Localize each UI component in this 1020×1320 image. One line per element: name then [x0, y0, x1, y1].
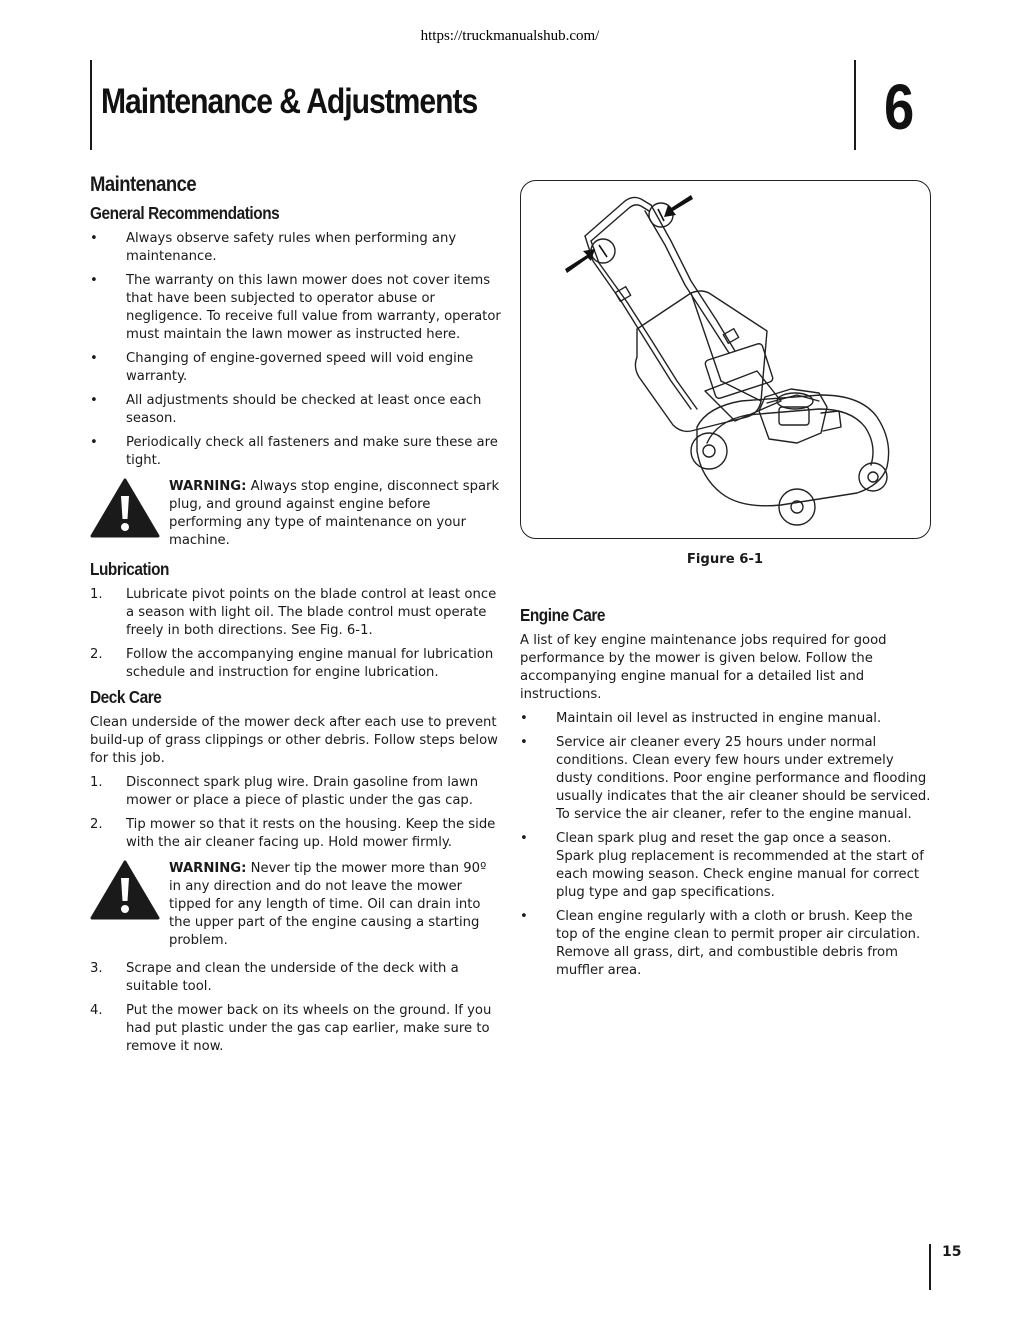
- figure-6-1-mower-illustration: [520, 180, 931, 539]
- list-item: [90, 230, 502, 266]
- engine-care-list: [520, 710, 932, 980]
- list-item: [520, 710, 932, 728]
- lubrication-heading: Lubrication: [90, 559, 170, 579]
- engine-care-intro: A list of key engine maintenance jobs required for good performance by the mower is given below. Follow the accompanying engine manual for a detailed list and instructions.: [520, 633, 887, 702]
- title-left-rule: [90, 60, 92, 150]
- list-item-text: Lubricate pivot points on the blade control at least once a season with light oil. The blade control must operate freely in both directions. See Fig. 6-1.: [126, 587, 497, 638]
- chapter-title: Maintenance & Adjustments: [101, 82, 478, 121]
- list-item-text: Changing of engine-governed speed will void engine warranty.: [126, 351, 474, 384]
- general-recommendations-heading: General Recommendations: [90, 203, 280, 223]
- bullet: •: [520, 711, 528, 726]
- bullet: •: [520, 909, 528, 924]
- list-item-text: Service air cleaner every 25 hours under normal conditions. Clean every few hours under extremely dusty conditions. Poor engine performance and flooding usually indicates that the air cleaner should be serviced. To service the air cleaner, refer to the engine manual.: [556, 735, 931, 822]
- list-item-text: Disconnect spark plug wire. Drain gasoline from lawn mower or place a piece of plastic under the gas cap.: [126, 775, 479, 808]
- list-item: [90, 646, 502, 682]
- bullet: •: [90, 273, 98, 288]
- bullet: •: [520, 831, 528, 846]
- bullet: •: [90, 435, 98, 450]
- engine-care-heading: Engine Care: [520, 605, 606, 625]
- deck-care-steps-a: [90, 774, 502, 852]
- bullet: •: [90, 231, 98, 246]
- list-item: [90, 272, 502, 344]
- right-column: [520, 606, 932, 986]
- list-item-text: Scrape and clean the underside of the deck with a suitable tool.: [126, 961, 459, 994]
- item-number: 1.: [90, 775, 103, 790]
- warning-text: Always stop engine, disconnect spark plug, and ground against engine before performing any type of maintenance on your machine.: [169, 479, 500, 548]
- chapter-number-rule: [854, 60, 856, 150]
- list-item: [520, 908, 932, 980]
- list-item-text: Always observe safety rules when performing any maintenance.: [126, 231, 457, 264]
- warning-block-tipping: [90, 860, 502, 950]
- lawn-mower-illustration: [521, 181, 930, 538]
- list-item-text: Follow the accompanying engine manual for lubrication schedule and instruction for engine lubrication.: [126, 647, 494, 680]
- warning-triangle-icon: [90, 860, 160, 920]
- source-url[interactable]: https://truckmanualshub.com/: [420, 28, 600, 44]
- list-item: [90, 1002, 502, 1056]
- item-number: 1.: [90, 587, 103, 602]
- warning-label: WARNING:: [169, 479, 247, 494]
- deck-care-heading: Deck Care: [90, 687, 162, 707]
- figure-caption: Figure 6-1: [686, 552, 764, 567]
- list-item-text: Clean spark plug and reset the gap once a season. Spark plug replacement is recommended at the start of each mowing season. Check engine manual for correct plug type and gap specifications.: [556, 831, 924, 900]
- list-item: [90, 392, 502, 428]
- deck-care-steps-b: [90, 960, 502, 1056]
- list-item-text: All adjustments should be checked at least once each season.: [126, 393, 482, 426]
- item-number: 2.: [90, 647, 103, 662]
- deck-care-intro: Clean underside of the mower deck after each use to prevent build-up of grass clippings or other debris. Follow steps below for this job.: [90, 715, 498, 766]
- list-item-text: Put the mower back on its wheels on the ground. If you had put plastic under the gas cap earlier, make sure to remove it now.: [126, 1003, 492, 1054]
- bullet: •: [520, 735, 528, 750]
- warning-text: Never tip the mower more than 90º in any direction and do not leave the mower tipped for any length of time. Oil can drain into the upper part of the engine causing a starting problem.: [169, 861, 487, 948]
- item-number: 3.: [90, 961, 103, 976]
- list-item: [90, 960, 502, 996]
- list-item-text: Clean engine regularly with a cloth or brush. Keep the top of the engine clean to permit proper air circulation. Remove all grass, dirt, and combustible debris from muffler area.: [556, 909, 921, 978]
- bullet: •: [90, 393, 98, 408]
- item-number: 4.: [90, 1003, 103, 1018]
- warning-block-maintenance: [90, 478, 502, 550]
- maintenance-heading: Maintenance: [90, 173, 197, 196]
- bullet: •: [90, 351, 98, 366]
- page-number-rule: [929, 1244, 931, 1290]
- chapter-number: 6: [884, 71, 915, 143]
- list-item-text: Maintain oil level as instructed in engine manual.: [556, 711, 882, 726]
- warning-label: WARNING:: [169, 861, 247, 876]
- item-number: 2.: [90, 817, 103, 832]
- list-item: [520, 734, 932, 824]
- list-item: [90, 774, 502, 810]
- left-column: [90, 173, 502, 1062]
- lubrication-list: [90, 586, 502, 682]
- list-item-text: Tip mower so that it rests on the housing. Keep the side with the air cleaner facing up. Hold mower firmly.: [126, 817, 496, 850]
- list-item: [90, 350, 502, 386]
- warning-triangle-icon: [90, 478, 160, 538]
- list-item-text: The warranty on this lawn mower does not cover items that have been subjected to operator abuse or negligence. To receive full value from warranty, operator must maintain the lawn mower as instructed here.: [126, 273, 501, 342]
- general-recommendations-list: [90, 230, 502, 470]
- list-item: [90, 434, 502, 470]
- list-item: [520, 830, 932, 902]
- list-item-text: Periodically check all fasteners and make sure these are tight.: [126, 435, 498, 468]
- page-number: 15: [942, 1244, 962, 1260]
- list-item: [90, 816, 502, 852]
- list-item: [90, 586, 502, 640]
